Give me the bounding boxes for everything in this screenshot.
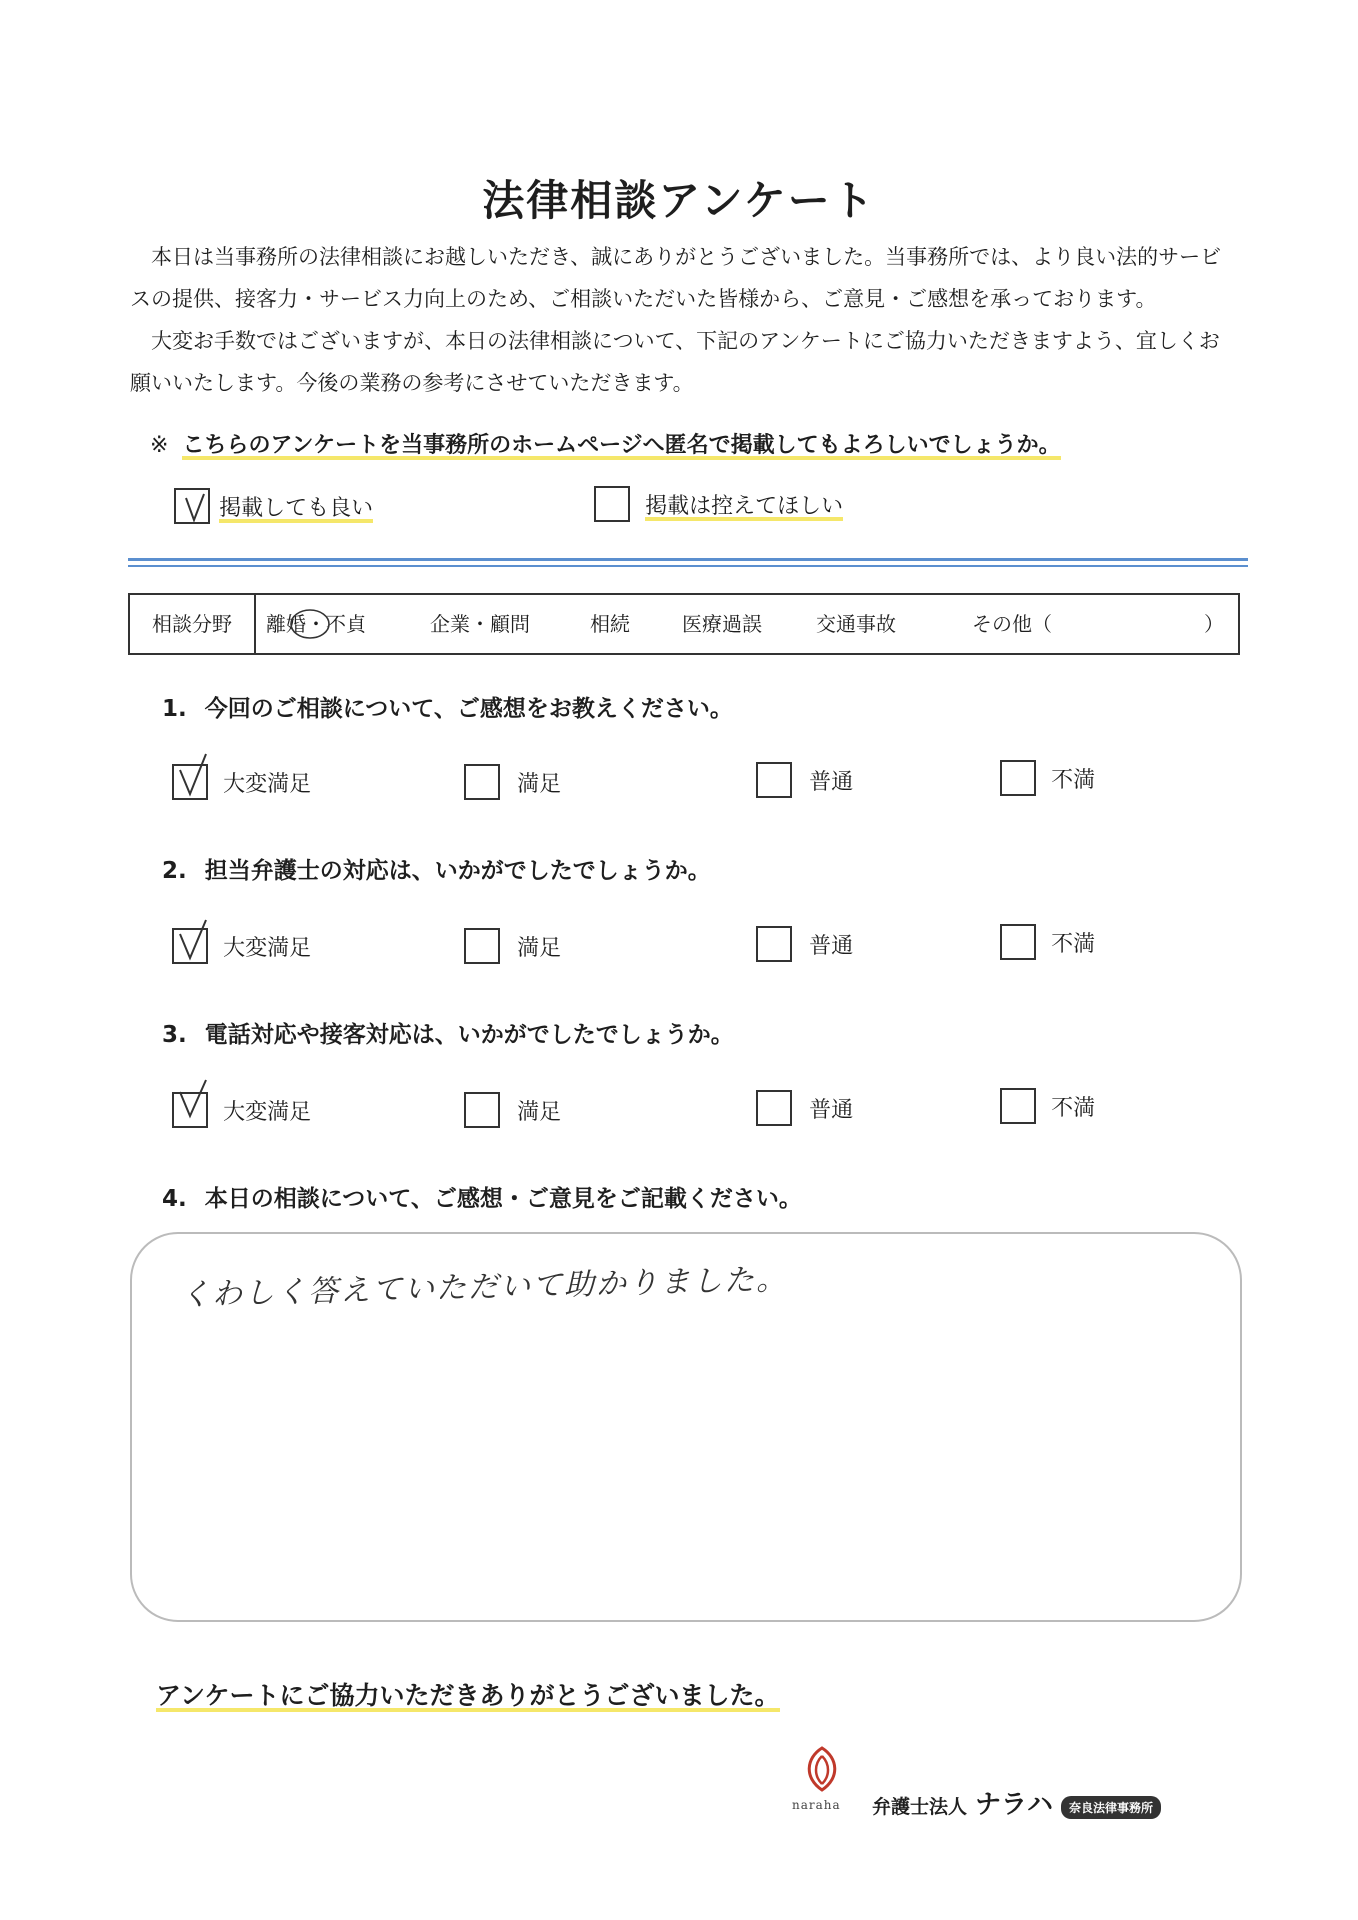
handwritten-comment: くわしく答えていただいて助かりました。 — [179, 1262, 789, 1313]
question-1-text: 今回のご相談について、ご感想をお教えください。 — [204, 696, 733, 722]
question-2 — [162, 852, 711, 885]
category-table — [128, 593, 1240, 655]
question-4 — [162, 1180, 802, 1213]
checkbox-q1-dissatisfied[interactable] — [1000, 760, 1036, 796]
checkbox-q1-satisfied[interactable] — [464, 764, 500, 800]
category-traffic[interactable]: 交通事故 — [816, 612, 896, 636]
checkbox-q2-satisfied[interactable] — [464, 928, 500, 964]
checkbox-q2-neutral[interactable] — [756, 926, 792, 962]
q3-option-very-satisfied[interactable] — [172, 1092, 311, 1128]
checkbox-q3-dissatisfied[interactable] — [1000, 1088, 1036, 1124]
question-2-number: 2. — [162, 858, 187, 884]
category-corporate[interactable]: 企業・顧問 — [430, 612, 530, 636]
firm-badge: 奈良法律事務所 — [1061, 1796, 1161, 1819]
divider-bottom — [128, 565, 1248, 567]
category-other[interactable]: その他（ — [972, 612, 1052, 636]
intro-text — [130, 236, 1240, 404]
checkbox-q3-satisfied[interactable] — [464, 1092, 500, 1128]
category-medical[interactable]: 医療過誤 — [682, 612, 762, 636]
firm-main-name: ナラハ — [975, 1790, 1054, 1820]
intro-paragraph-2: 大変お手数ではございますが、本日の法律相談について、下記のアンケートにご協力いただきますよう、宜しくお願いいたします。今後の業務の参考にさせていただきます。 — [130, 329, 1220, 395]
q1-option-neutral[interactable] — [756, 762, 853, 798]
question-2-text: 担当弁護士の対応は、いかがでしたでしょうか。 — [204, 858, 711, 884]
publish-question-text: こちらのアンケートを当事務所のホームページへ匿名で掲載してもよろしいでしょうか。 — [182, 433, 1061, 458]
q1-neutral-label: 普通 — [809, 769, 854, 795]
q1-very-satisfied-label: 大変満足 — [223, 771, 312, 797]
q3-very-satisfied-label: 大変満足 — [223, 1099, 312, 1125]
question-4-number: 4. — [162, 1186, 187, 1212]
q1-option-satisfied[interactable] — [464, 764, 561, 800]
q1-dissatisfied-label: 不満 — [1051, 767, 1096, 793]
selection-circle-icon — [288, 607, 332, 641]
category-other-close: ） — [1204, 612, 1224, 636]
q3-option-dissatisfied[interactable] — [1000, 1088, 1095, 1124]
checkmark-icon — [178, 752, 210, 798]
divider-top — [128, 558, 1248, 561]
checkmark-icon — [184, 492, 206, 524]
checkbox-q2-very-satisfied[interactable] — [172, 928, 208, 964]
q3-neutral-label: 普通 — [809, 1097, 854, 1123]
checkmark-icon — [178, 1078, 210, 1122]
firm-name — [872, 1784, 1161, 1821]
q3-option-satisfied[interactable] — [464, 1092, 561, 1128]
question-4-text: 本日の相談について、ご感想・ご意見をご記載ください。 — [204, 1186, 802, 1212]
checkbox-q2-dissatisfied[interactable] — [1000, 924, 1036, 960]
q2-option-satisfied[interactable] — [464, 928, 561, 964]
q3-satisfied-label: 満足 — [517, 1099, 562, 1125]
firm-prefix: 弁護士法人 — [872, 1796, 968, 1818]
category-header: 相談分野 — [130, 595, 256, 653]
checkbox-q3-neutral[interactable] — [756, 1090, 792, 1126]
q2-satisfied-label: 満足 — [517, 935, 562, 961]
question-3-text: 電話対応や接客対応は、いかがでしたでしょうか。 — [204, 1022, 734, 1048]
question-1-number: 1. — [162, 696, 187, 722]
checkbox-q1-neutral[interactable] — [756, 762, 792, 798]
q2-option-neutral[interactable] — [756, 926, 853, 962]
publish-decline-label: 掲載は控えてほしい — [645, 493, 844, 519]
checkmark-icon — [178, 918, 210, 962]
publish-option-decline[interactable] — [594, 486, 843, 522]
checkbox-q3-very-satisfied[interactable] — [172, 1092, 208, 1128]
note-mark: ※ — [150, 433, 169, 458]
q2-neutral-label: 普通 — [809, 933, 854, 959]
publish-question — [150, 428, 1061, 459]
logo-text: naraha — [792, 1798, 841, 1812]
q3-option-neutral[interactable] — [756, 1090, 853, 1126]
naraha-logo-icon — [800, 1746, 844, 1792]
q1-option-very-satisfied[interactable] — [172, 764, 311, 800]
q2-very-satisfied-label: 大変満足 — [223, 935, 312, 961]
question-3-number: 3. — [162, 1022, 187, 1048]
q2-option-dissatisfied[interactable] — [1000, 924, 1095, 960]
intro-paragraph-1: 本日は当事務所の法律相談にお越しいただき、誠にありがとうございました。当事務所では、より良い法的サービスの提供、接客力・サービス力向上のため、ご相談いただいた皆様から、ご意見・ご感想を承っております。 — [130, 245, 1222, 311]
checkbox-q1-very-satisfied[interactable] — [172, 764, 208, 800]
page-title: 法律相談アンケート — [482, 176, 876, 225]
question-3 — [162, 1016, 734, 1049]
category-inheritance[interactable]: 相続 — [590, 612, 630, 636]
publish-allow-label: 掲載しても良い — [219, 495, 374, 521]
checkbox-publish-allow[interactable] — [174, 488, 210, 524]
q2-dissatisfied-label: 不満 — [1051, 931, 1096, 957]
checkbox-publish-decline[interactable] — [594, 486, 630, 522]
thanks-message — [156, 1676, 780, 1712]
q1-satisfied-label: 満足 — [517, 771, 562, 797]
q2-option-very-satisfied[interactable] — [172, 928, 311, 964]
q3-dissatisfied-label: 不満 — [1051, 1095, 1096, 1121]
q1-option-dissatisfied[interactable] — [1000, 760, 1095, 796]
thanks-text: アンケートにご協力いただきありがとうございました。 — [156, 1681, 780, 1710]
publish-option-allow[interactable] — [174, 488, 373, 524]
category-divorce[interactable]: 離婚・不貞 — [266, 595, 366, 653]
question-1 — [162, 690, 733, 723]
